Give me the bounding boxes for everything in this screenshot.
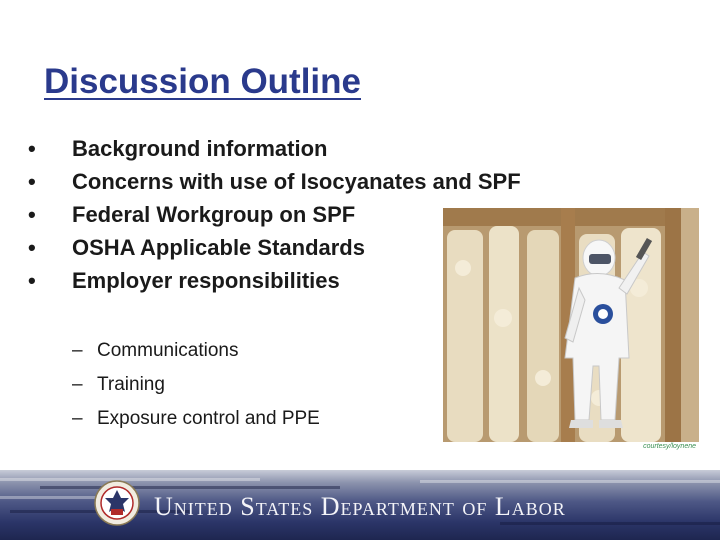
footer-streak	[500, 522, 720, 525]
bullet-item: • Federal Workgroup on SPF	[28, 202, 356, 227]
bullet-text: Federal Workgroup on SPF	[72, 202, 356, 227]
department-of-labor-seal-icon	[94, 480, 140, 526]
spray-foam-worker-photo	[443, 208, 699, 442]
bullet-item: • Concerns with use of Isocyanates and SPF	[28, 169, 521, 194]
sub-bullet-item: – Exposure control and PPE	[72, 408, 320, 429]
bullet-text: Background information	[72, 136, 328, 161]
footer-streak	[40, 486, 340, 489]
bullet-item: • Employer responsibilities	[28, 268, 340, 293]
bullet-item: • Background information	[28, 136, 328, 161]
bullet-item: • OSHA Applicable Standards	[28, 235, 365, 260]
sub-bullet-text: Training	[97, 374, 165, 395]
photo-credit: courtesy/loynene	[643, 443, 696, 450]
bullet-text: Employer responsibilities	[72, 268, 340, 293]
bullet-text: OSHA Applicable Standards	[72, 235, 365, 260]
sub-bullet-text: Exposure control and PPE	[97, 408, 320, 429]
footer-banner	[0, 470, 720, 540]
footer-streak	[420, 480, 720, 483]
slide-title: Discussion Outline	[44, 62, 361, 101]
agency-name: United States Department of Labor	[154, 492, 566, 521]
sub-bullet-list	[72, 334, 320, 436]
bullet-text: Concerns with use of Isocyanates and SPF	[72, 169, 521, 194]
sub-bullet-text: Communications	[97, 340, 239, 361]
sub-bullet-item: – Training	[72, 374, 165, 395]
sub-bullet-item: – Communications	[72, 340, 239, 361]
